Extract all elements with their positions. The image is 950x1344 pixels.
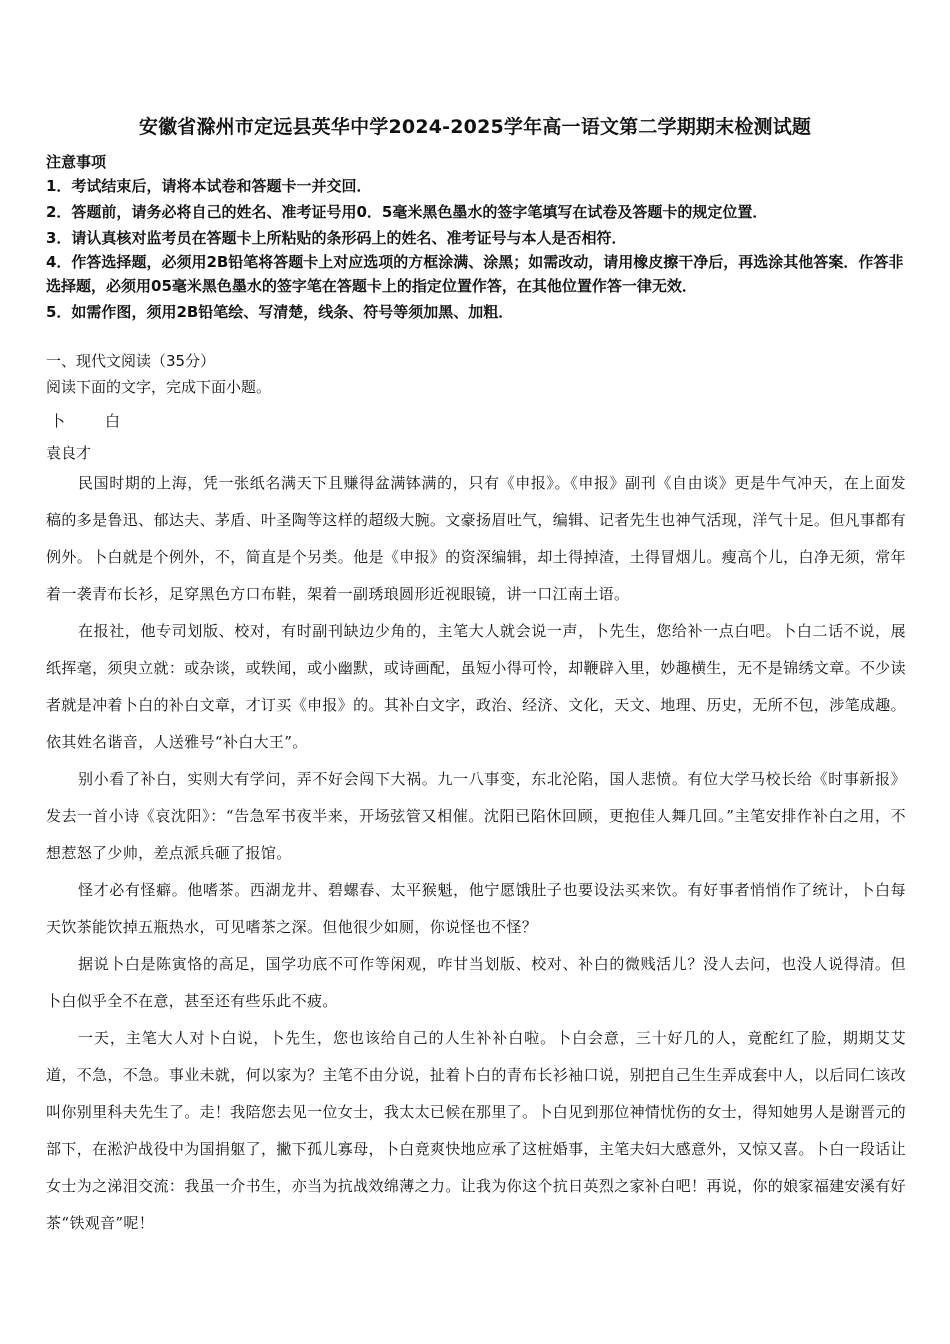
story-paragraph: 据说卜白是陈寅恪的高足，国学功底不可作等闲观，咋甘当划版、校对、补白的微贱活儿？没人去问，也没人说得清。但卜白似乎全不在意，甚至还有些乐此不疲。 bbox=[46, 955, 906, 1010]
notes-heading: 注意事项 bbox=[46, 153, 107, 171]
story-paragraph: 在报社，他专司划版、校对，有时副刊缺边少角的，主笔大人就会说一声，卜先生，您给补一点白吧。卜白二话不说，展纸挥毫，须臾立就：或杂谈，或轶闻，或小幽默，或诗画配，虽短小得可怜，却鞭辟入里，妙趣横生，无不是锦绣文章。不少读者就是冲着卜白的补白文章，才订买《申报》的。其补白文字，政治、经济、文化，天文、地理、历史，无所不包，涉笔成趣。依其姓名谐音，人送雅号“补白大王”。 bbox=[46, 622, 906, 751]
story-paragraph: 民国时期的上海，凭一张纸名满天下且赚得盆满钵满的，只有《申报》。《申报》副刊《自由谈》更是牛气冲天，在上面发稿的多是鲁迅、郁达夫、茅盾、叶圣陶等这样的超级大腕。文豪扬眉吐气，编辑、记者先生也神气活现，洋气十足。但凡事都有例外。卜白就是个例外，不，简直是个另类。他是《申报》的资深编辑，却土得掉渣，土得冒烟儿。瘦高个儿，白净无须，常年着一袭青布长衫，足穿黑色方口布鞋，架着一副琇琅圆形近视眼镜，讲一口江南土语。 bbox=[46, 474, 906, 603]
story-title-char: 卜 bbox=[50, 412, 66, 430]
note-item: 3．请认真核对监考员在答题卡上所粘贴的条形码上的姓名、准考证号与本人是否相符． bbox=[46, 229, 627, 247]
story-title bbox=[50, 410, 120, 431]
note-item: 5．如需作图，须用2B铅笔绘、写清楚，线条、符号等须加黑、加粗． bbox=[46, 303, 514, 321]
story-paragraph: 一天，主笔大人对卜白说，卜先生，您也该给自己的人生补补白啦。卜白会意，三十好几的人，竟酡红了脸，期期艾艾道，不急，不急。事业未就，何以家为？主笔不由分说，扯着卜白的青布长衫袖口说，别把自己生生弄成套中人，以后同仁该改叫你别里科夫先生了。走！我陪您去见一位女士，我太太已候在那里了。卜白见到那位神情忧伤的女士，得知她男人是谢晋元的部下，在淞沪战役中为国捐躯了，撇下孤儿寡母，卜白竟爽快地应承了这桩婚事，主笔夫妇大感意外，又惊又喜。卜白一段话让女士为之涕泪交流：我虽一介书生，亦当为抗战效绵薄之力。让我为你这个抗日英烈之家补白吧！再说，你的娘家福建安溪有好茶“铁观音”呢！ bbox=[46, 1029, 906, 1232]
story-paragraph: 怪才必有怪癖。他嗜茶。西湖龙井、碧螺春、太平猴魁，他宁愿饿肚子也要设法买来饮。有好事者悄悄作了统计，卜白每天饮茶能饮掉五瓶热水，可见嗜茶之深。但他很少如厕，你说怪也不怪？ bbox=[46, 881, 906, 936]
story-title-char: 白 bbox=[105, 412, 121, 430]
reading-instruction: 阅读下面的文字，完成下面小题。 bbox=[46, 378, 272, 396]
note-item: 2．答题前，请务必将自己的姓名、准考证号用0．5毫米黑色墨水的签字笔填写在试卷及答题卡的规定位置． bbox=[46, 203, 768, 221]
note-item: 4．作答选择题，必须用2B铅笔将答题卡上对应选项的方框涂满、涂黑；如需改动，请用橡皮擦干净后，再选涂其他答案．作答非选择题，必须用05毫米黑色墨水的签字笔在答题卡上的指定位置作答，在其他位置作答一律无效． bbox=[46, 253, 904, 295]
section-heading: 一、现代文阅读（35分） bbox=[46, 352, 216, 370]
story-author: 袁良才 bbox=[46, 444, 92, 462]
note-item: 1．考试结束后，请将本试卷和答题卡一并交回． bbox=[46, 177, 372, 195]
story-paragraph: 别小看了补白，实则大有学问，弄不好会闯下大祸。九一八事变，东北沦陷，国人悲愤。有位大学马校长给《时事新报》发去一首小诗《哀沈阳》：“告急军书夜半来，开场弦管又相催。沈阳已陷休回顾，更抱佳人舞几回。”主笔安排作补白之用，不想惹怒了少帅，差点派兵砸了报馆。 bbox=[46, 770, 906, 862]
exam-title: 安徽省滁州市定远县英华中学2024-2025学年高一语文第二学期期末检测试题 bbox=[138, 116, 812, 138]
